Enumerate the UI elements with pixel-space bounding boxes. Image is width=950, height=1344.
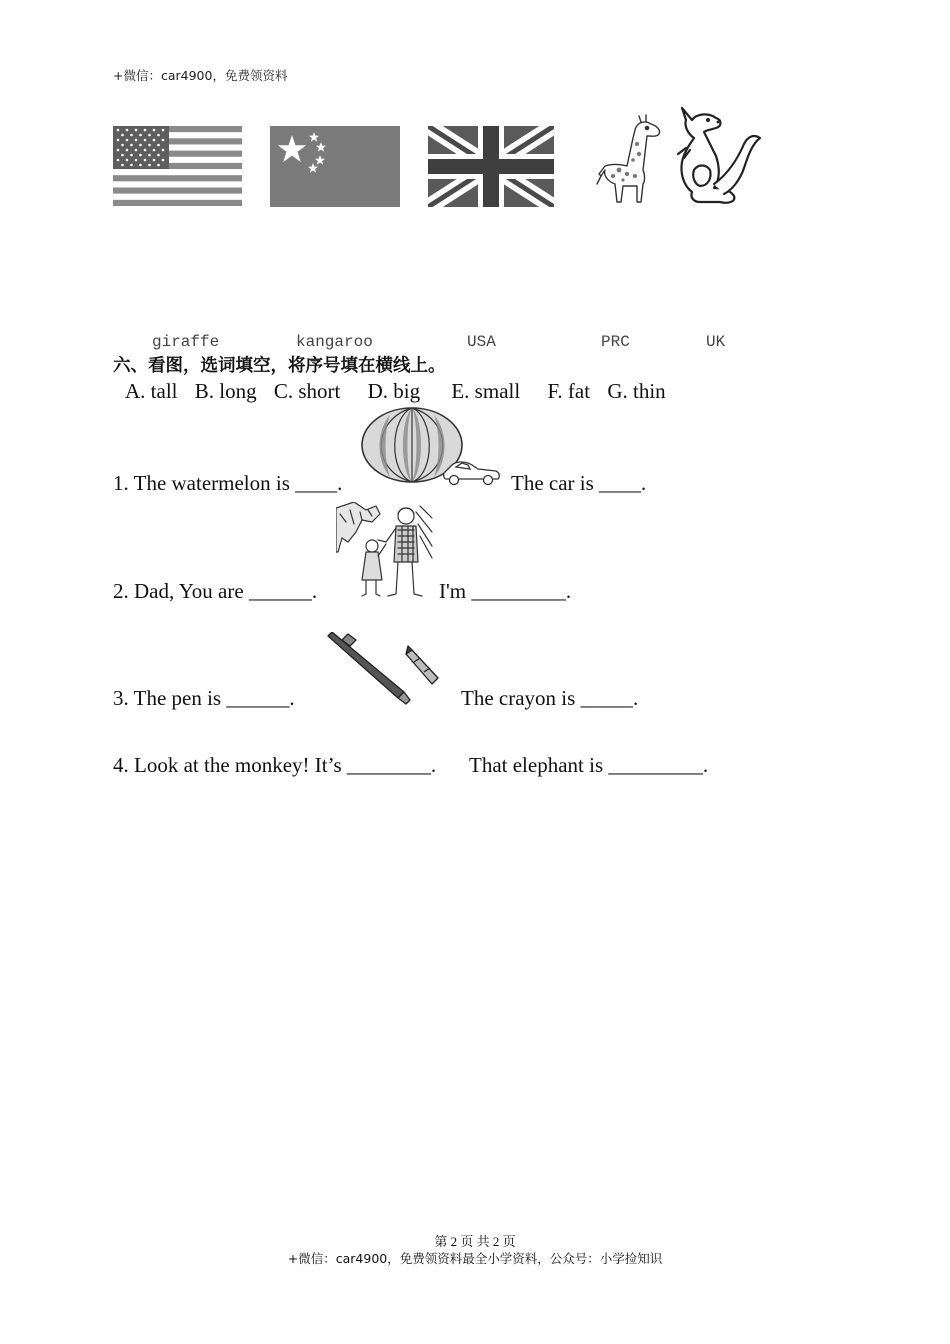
kangaroo-image [674, 104, 764, 208]
question-2-left: 2. Dad, You are ______. [113, 579, 318, 603]
question-3-right: The crayon is _____. [461, 686, 639, 710]
dad-child-image [336, 502, 434, 598]
header-note: +微信：car4900，免费领资料 [113, 68, 288, 83]
option-b: B. long [194, 379, 257, 403]
page-number: 第 2 页 共 2 页 [434, 1234, 516, 1249]
option-g: G. thin [607, 379, 666, 403]
word-options [125, 379, 678, 404]
question-4-right: That elephant is _________. [469, 753, 709, 777]
label-kangaroo: kangaroo [296, 333, 373, 351]
option-c: C. short [273, 379, 341, 403]
label-giraffe: giraffe [152, 333, 220, 351]
option-e: E. small [451, 379, 521, 403]
label-prc: PRC [601, 333, 630, 351]
uk-flag-image [428, 126, 554, 207]
question-4-left: 4. Look at the monkey! It’s ________. [113, 753, 437, 777]
pen-crayon-image [322, 632, 440, 706]
section-heading: 六、看图，选词填空，将序号填在横线上。 [113, 356, 446, 376]
giraffe-image [593, 112, 665, 208]
option-f: F. fat [547, 379, 591, 403]
question-3-left: 3. The pen is ______. [113, 686, 295, 710]
watermelon-car-image [360, 407, 502, 487]
usa-flag-image [113, 126, 242, 206]
option-a: A. tall [125, 379, 178, 403]
footer-note: +微信：car4900，免费领资料最全小学资料，公众号：小学捡知识 [287, 1251, 663, 1266]
question-1-right: The car is ____. [511, 471, 647, 495]
label-usa: USA [467, 333, 496, 351]
question-2-right: I'm _________. [439, 579, 572, 603]
label-uk: UK [706, 333, 726, 351]
prc-flag-image [270, 126, 400, 207]
option-d: D. big [367, 379, 421, 403]
question-1-left: 1. The watermelon is ____. [113, 471, 343, 495]
